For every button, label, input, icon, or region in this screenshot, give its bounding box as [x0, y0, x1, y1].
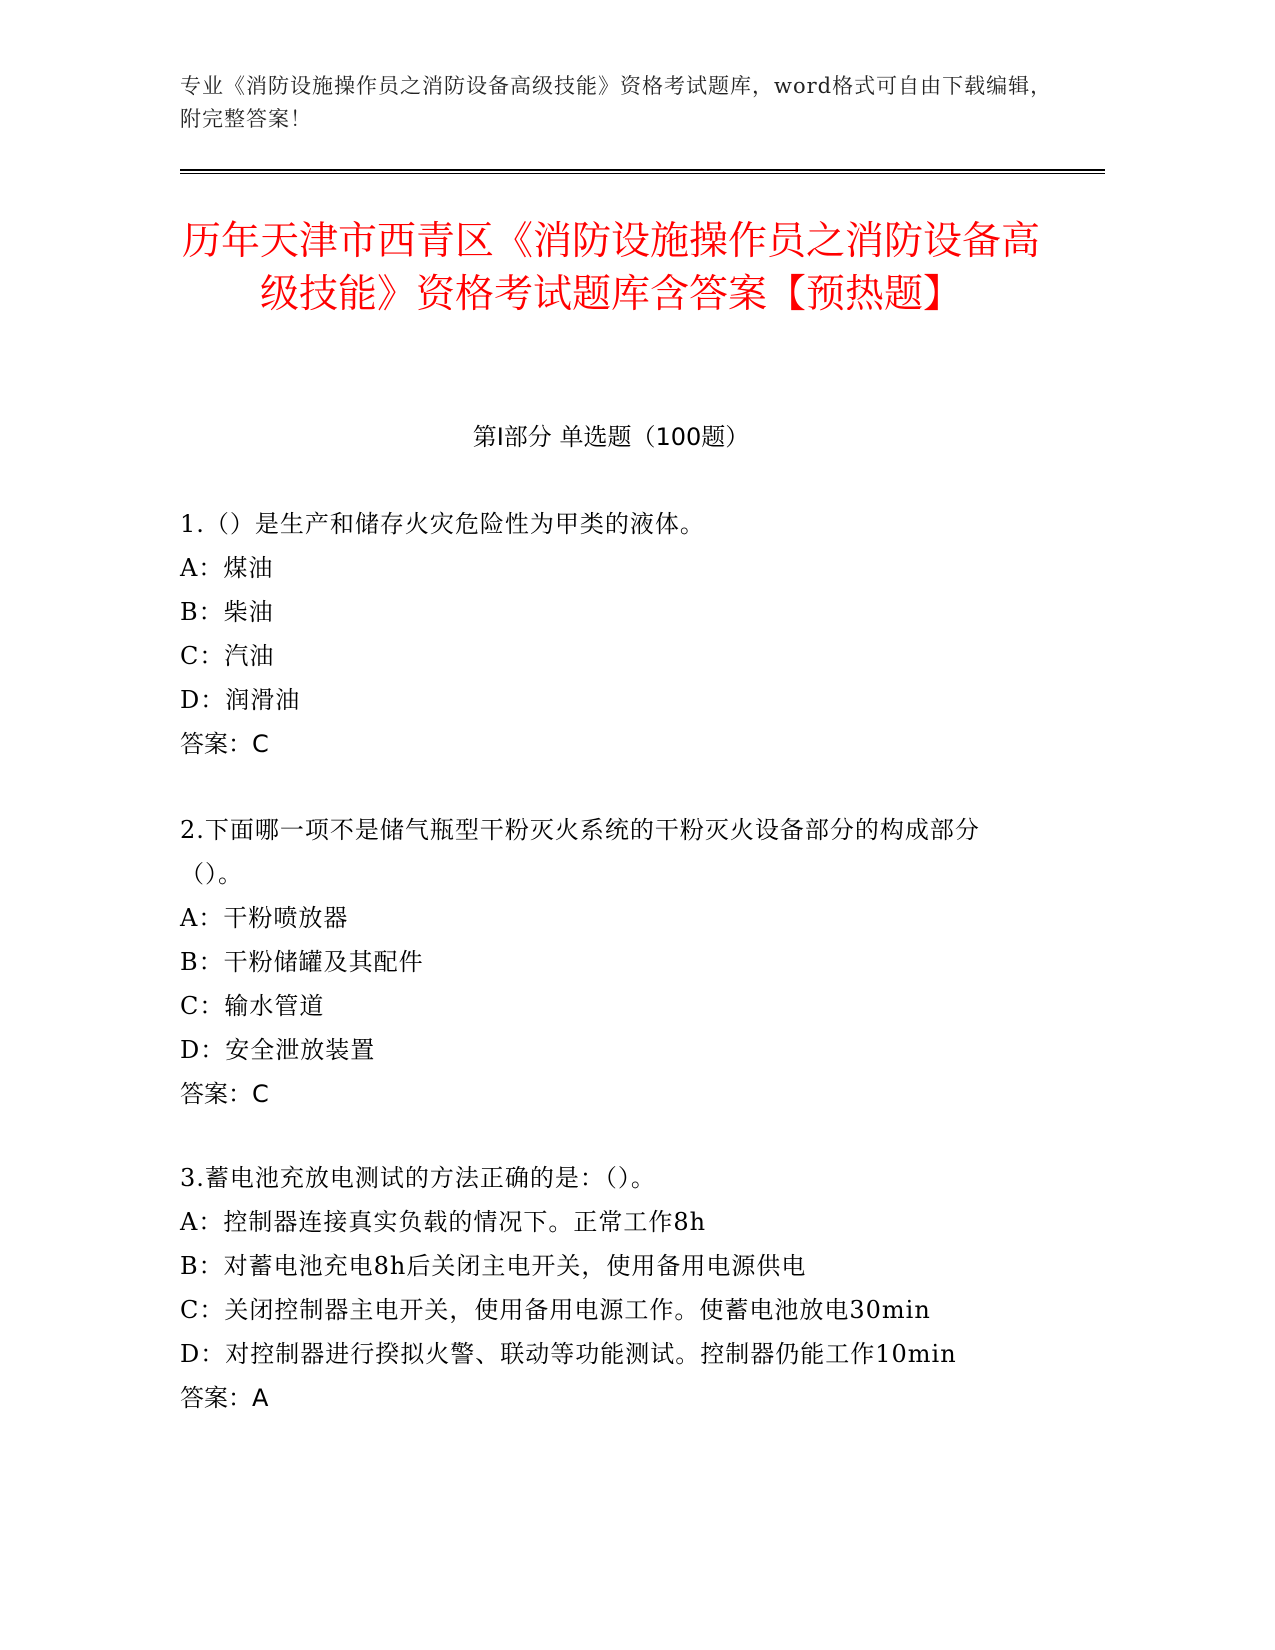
section-heading: 第I部分 单选题（100题） [472, 423, 750, 451]
question-3 [180, 1156, 1060, 1420]
header-divider-thin [180, 173, 1105, 174]
document-title: 历年天津市西青区《消防设施操作员之消防设备高级技能》资格考试题库含答案【预热题】 [181, 219, 1040, 317]
option-a: A：控制器连接真实负载的情况下。正常工作8h [180, 1208, 707, 1236]
option-c: C：关闭控制器主电开关，使用备用电源工作。使蓄电池放电30min [180, 1296, 931, 1324]
header-divider-thick [180, 169, 1105, 171]
option-d: D：安全泄放装置 [180, 1036, 376, 1064]
question-1 [180, 502, 1060, 766]
question-stem: 3.蓄电池充放电测试的方法正确的是：（）。 [180, 1164, 656, 1192]
option-b: B：对蓄电池充电8h后关闭主电开关，使用备用电源供电 [180, 1252, 807, 1280]
option-b: B：柴油 [180, 598, 274, 626]
option-d: D：对控制器进行揆拟火警、联动等功能测试。控制器仍能工作10min [180, 1340, 957, 1368]
question-2 [180, 808, 1060, 1116]
header-divider [180, 169, 1105, 175]
question-stem: 2.下面哪一项不是储气瓶型干粉灭火系统的干粉灭火设备部分的构成部分（）。 [180, 816, 980, 888]
answer: 答案：C [180, 1080, 269, 1108]
option-a: A：煤油 [180, 554, 274, 582]
option-b: B：干粉储罐及其配件 [180, 948, 424, 976]
answer: 答案：C [180, 730, 269, 758]
option-c: C：汽油 [180, 642, 275, 670]
question-stem: 1.（）是生产和储存火灾危险性为甲类的液体。 [180, 510, 705, 538]
answer: 答案：A [180, 1384, 269, 1412]
option-a: A：干粉喷放器 [180, 904, 349, 932]
option-c: C：输水管道 [180, 992, 325, 1020]
header-note: 专业《消防设施操作员之消防设备高级技能》资格考试题库，word格式可自由下载编辑，附完整答案！ [180, 74, 1053, 131]
option-d: D：润滑油 [180, 686, 301, 714]
